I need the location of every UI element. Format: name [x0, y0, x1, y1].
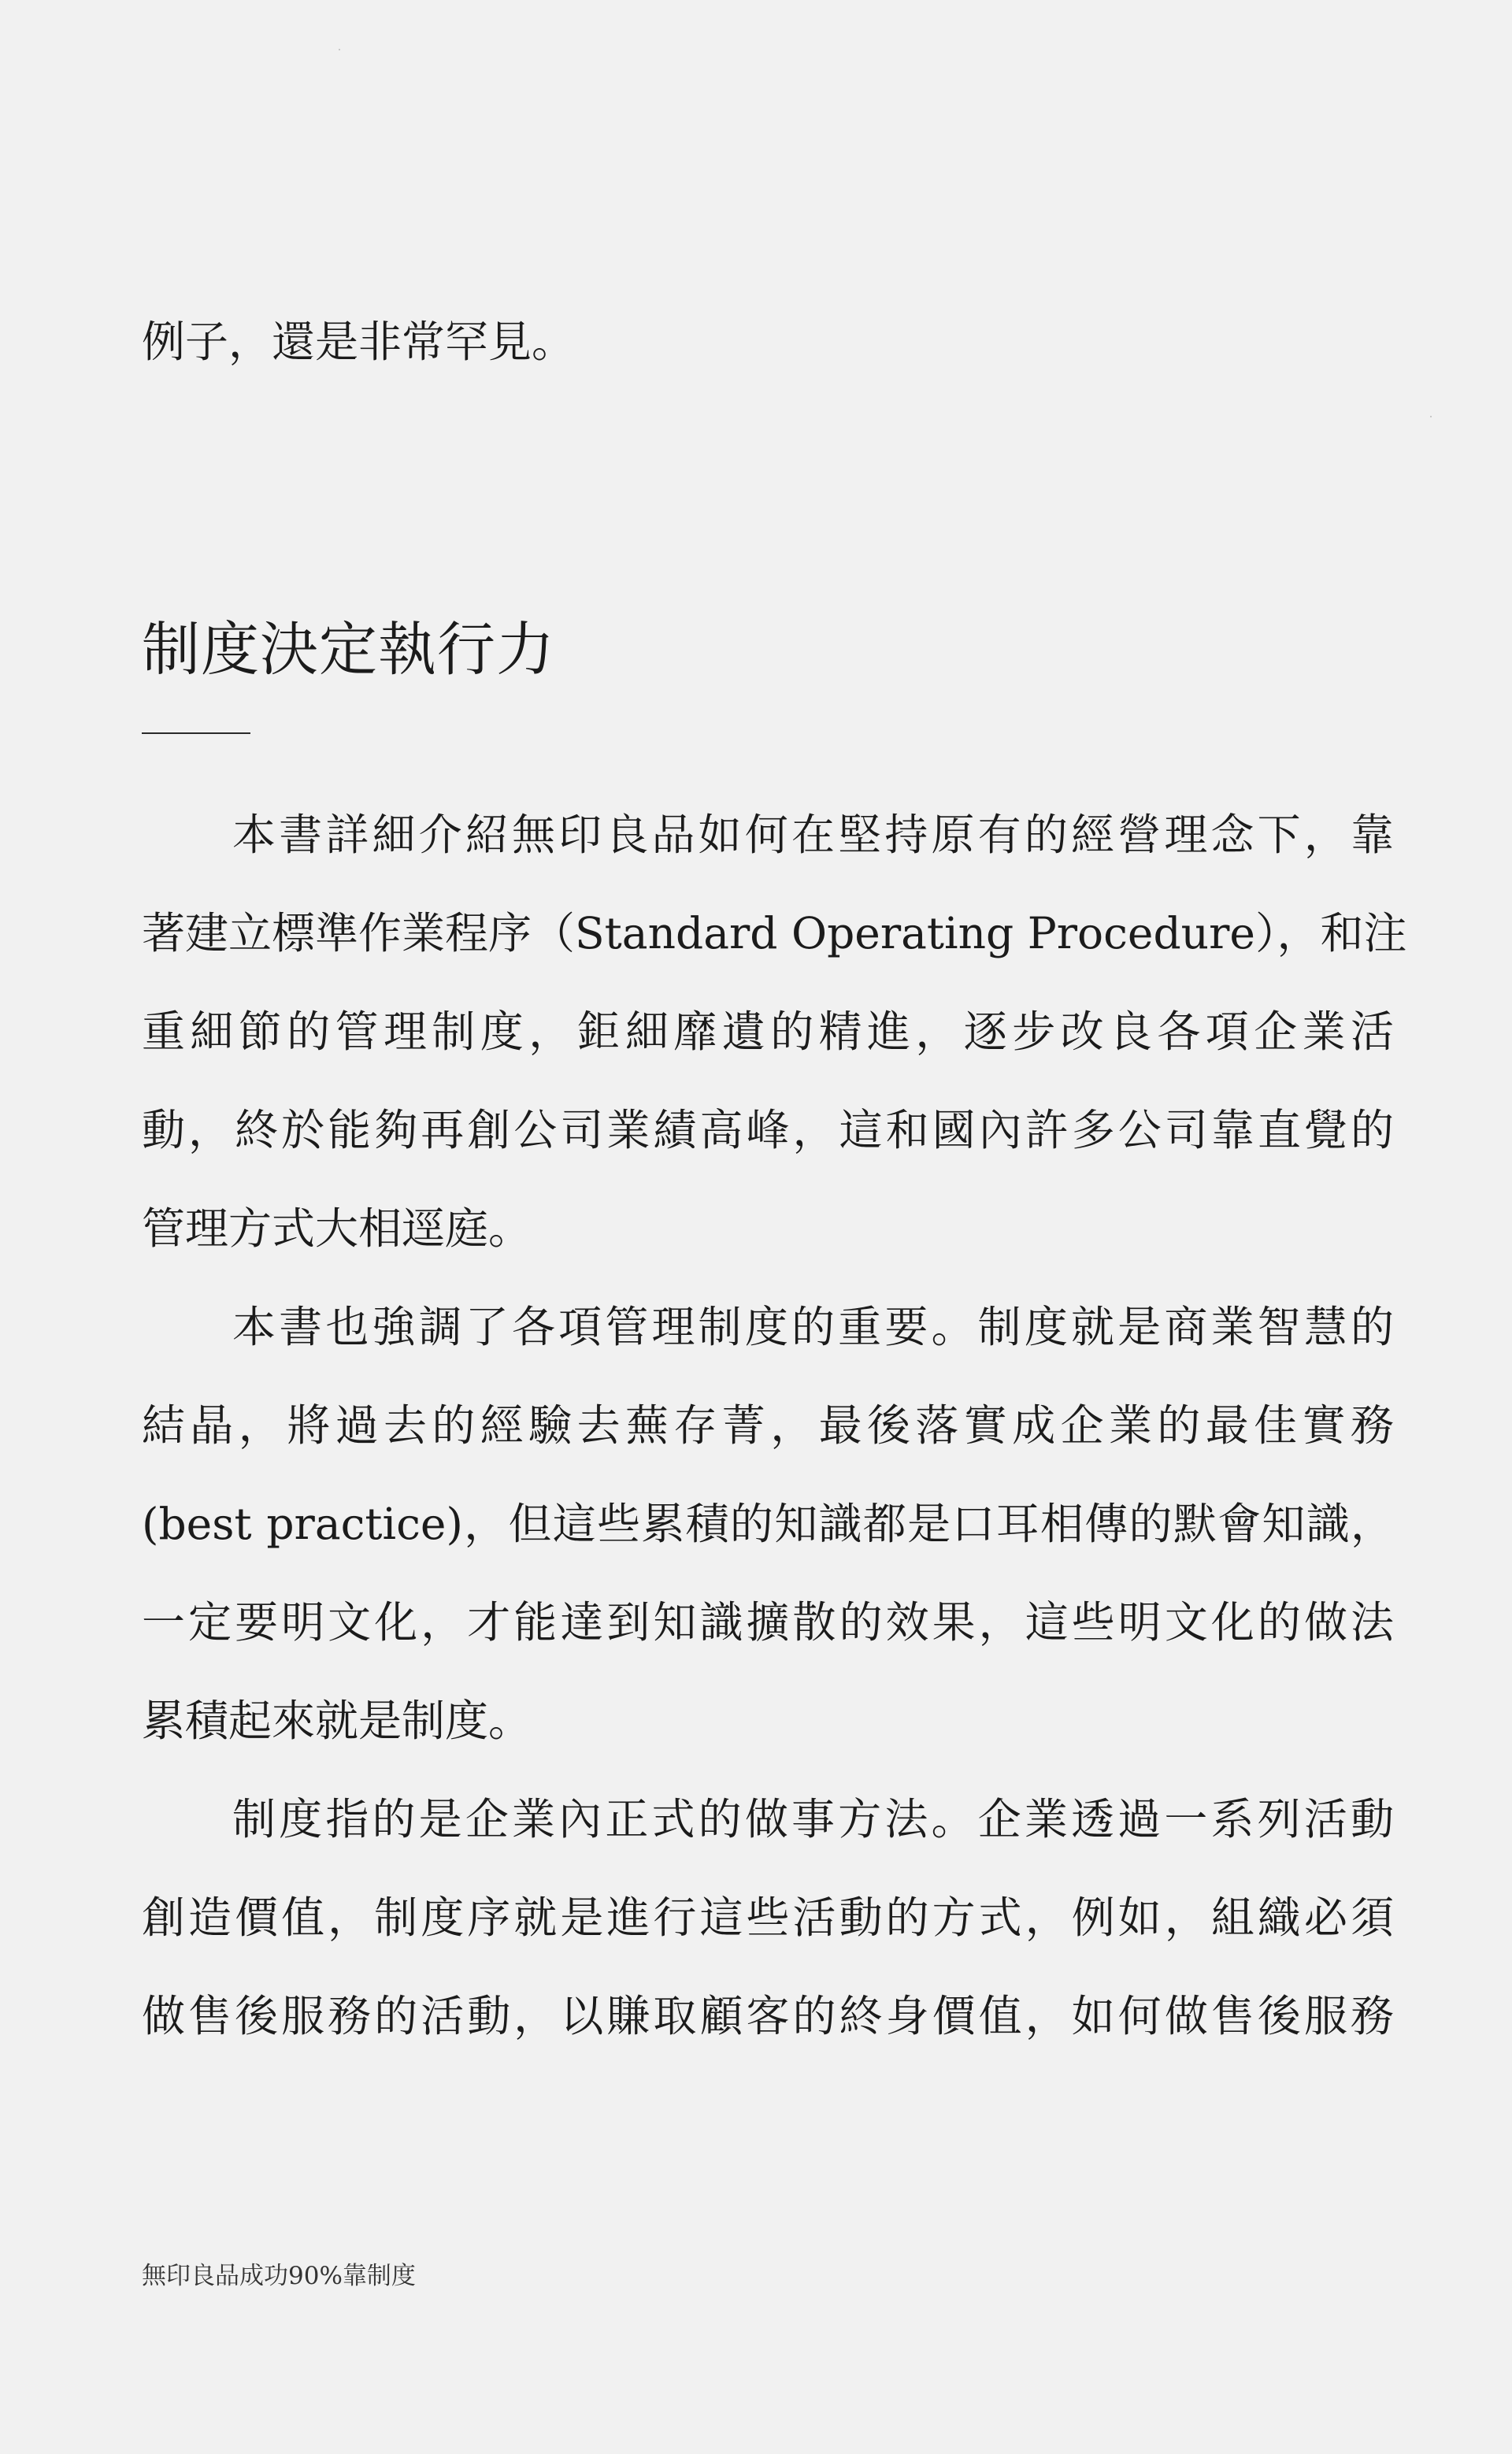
intro-line: 例子，還是非常罕見。	[142, 317, 576, 367]
paragraph-1-line-4: 動，終於能夠再創公司業績高峰，這和國內許多公司靠直覺的	[142, 1105, 1394, 1155]
paragraph-2-line-4: 一定要明文化，才能達到知識擴散的效果，這些明文化的做法	[142, 1597, 1394, 1648]
scan-speck	[339, 49, 340, 50]
scan-speck	[1430, 416, 1432, 417]
paragraph-1-line-3: 重細節的管理制度，鉅細靡遺的精進，逐步改良各項企業活	[142, 1006, 1394, 1057]
running-footer-title: 無印良品成功90%靠制度	[142, 2262, 416, 2290]
paragraph-2-line-3: (best practice)，但這些累積的知識都是口耳相傳的默會知識，	[142, 1499, 1394, 1549]
paragraph-3-line-3: 做售後服務的活動，以賺取顧客的終身價值，如何做售後服務	[142, 1991, 1394, 2041]
paragraph-2-line-2: 結晶，將過去的經驗去蕪存菁，最後落實成企業的最佳實務	[142, 1400, 1394, 1451]
paragraph-2-line-1: 本書也強調了各項管理制度的重要。制度就是商業智慧的	[232, 1302, 1394, 1352]
paragraph-1-line-2: 著建立標準作業程序（Standard Operating Procedure），和注	[142, 908, 1407, 958]
paragraph-3-line-2: 創造價值，制度序就是進行這些活動的方式，例如，組織必須	[142, 1892, 1394, 1943]
paragraph-1-line-1: 本書詳細介紹無印良品如何在堅持原有的經營理念下，靠	[232, 810, 1394, 860]
section-heading: 制度決定執行力	[142, 616, 555, 684]
paragraph-1-line-5: 管理方式大相逕庭。	[142, 1203, 532, 1254]
paragraph-3-line-1: 制度指的是企業內正式的做事方法。企業透過一系列活動	[232, 1794, 1394, 1844]
heading-underline	[142, 732, 250, 734]
paragraph-2-line-5: 累積起來就是制度。	[142, 1696, 532, 1746]
